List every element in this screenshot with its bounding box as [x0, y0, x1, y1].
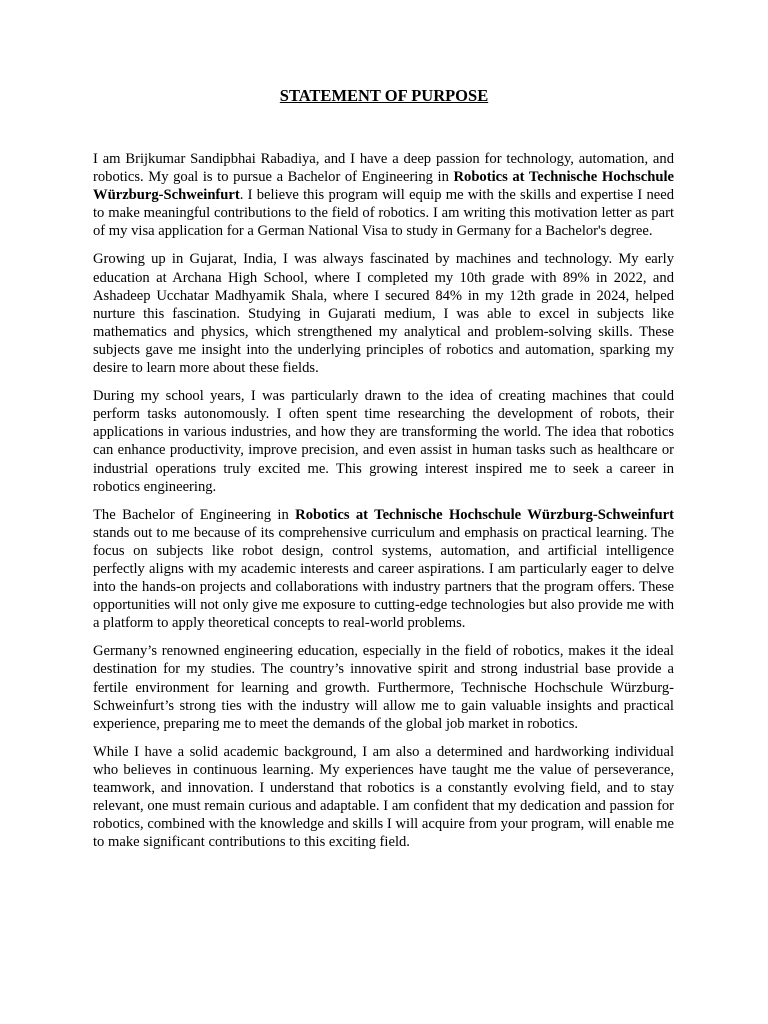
paragraph-background: Growing up in Gujarat, India, I was always fascinated by machines and technology. My early education at Archana High School, where I completed my 10th grade with 89% in 2022, and Ashadeep Ucchatar Madhyamik Shala, where I secured 84% in my 12th grade in 2024, helped nurture this fascination. Studying in Gujarati medium, I was able to excel in subjects like mathematics and physics, which strengthened my analytical and problem-solving skills. These subjects gave me insight into the underlying principles of robotics and automation, sparking my desire to learn more about these fields.	[93, 251, 674, 377]
program-name-bold: Robotics at Technische Hochschule Würzburg-Schweinfurt	[93, 169, 675, 204]
paragraph-program-text-c: stands out to me because of its comprehensive curriculum and emphasis on practical learning. The focus on subjects like robot design, control systems, automation, and artificial intelligence perfectly aligns with my academic interests and career aspirations. I am particularly eager to delve into the hands-on projects and collaborations with industry partners that the program offers. These opportunities will not only give me exposure to cutting-edge technologies but also provide me with a platform to apply theoretical concepts to real-world problems.	[93, 524, 674, 632]
paragraph-program-text-a: The Bachelor of Engineering in	[93, 506, 296, 523]
program-name-bold-2: Robotics at Technische Hochschule Würzburg-Schweinfurt	[295, 506, 674, 523]
document-body	[93, 150, 674, 861]
paragraph-intro	[93, 150, 674, 240]
document-title: STATEMENT OF PURPOSE	[279, 86, 489, 105]
paragraph-interest: During my school years, I was particularly drawn to the idea of creating machines that could perform tasks autonomously. I often spent time researching the development of robots, their applications in various industries, and how they are transforming the world. The idea that robotics can enhance productivity, improve precision, and even assist in human tasks such as healthcare or industrial operations truly excited me. This growing interest inspired me to seek a career in robotics engineering.	[93, 388, 674, 495]
paragraph-conclusion: While I have a solid academic background, I am also a determined and hardworking individual who believes in continuous learning. My experiences have taught me the value of perseverance, teamwork, and innovation. I understand that robotics is a constantly evolving field, and to stay relevant, one must remain curious and adaptable. I am confident that my dedication and passion for robotics, combined with the knowledge and skills I will acquire from your program, will enable me to make significant contributions to this exciting field.	[93, 743, 674, 851]
paragraph-intro-text-c: . I believe this program will equip me with the skills and expertise I need to make meaningful contributions to the field of robotics. I am writing this motivation letter as part of my visa application for a German National Visa to study in Germany for a Bachelor's degree.	[93, 187, 674, 240]
paragraph-program	[93, 506, 674, 633]
paragraph-germany: Germany’s renowned engineering education, especially in the field of robotics, makes it the ideal destination for my studies. The country’s innovative spirit and strong industrial base provide a fertile environment for learning and growth. Furthermore, Technische Hochschule Würzburg-Schweinfurt’s strong ties with the industry will allow me to gain valuable insights and practical experience, preparing me to meet the demands of the global job market in robotics.	[93, 643, 674, 732]
paragraph-intro-text-a: I am Brijkumar Sandipbhai Rabadiya, and I have a deep passion for technology, automation, and robotics. My goal is to pursue a Bachelor of Engineering in	[93, 151, 674, 186]
